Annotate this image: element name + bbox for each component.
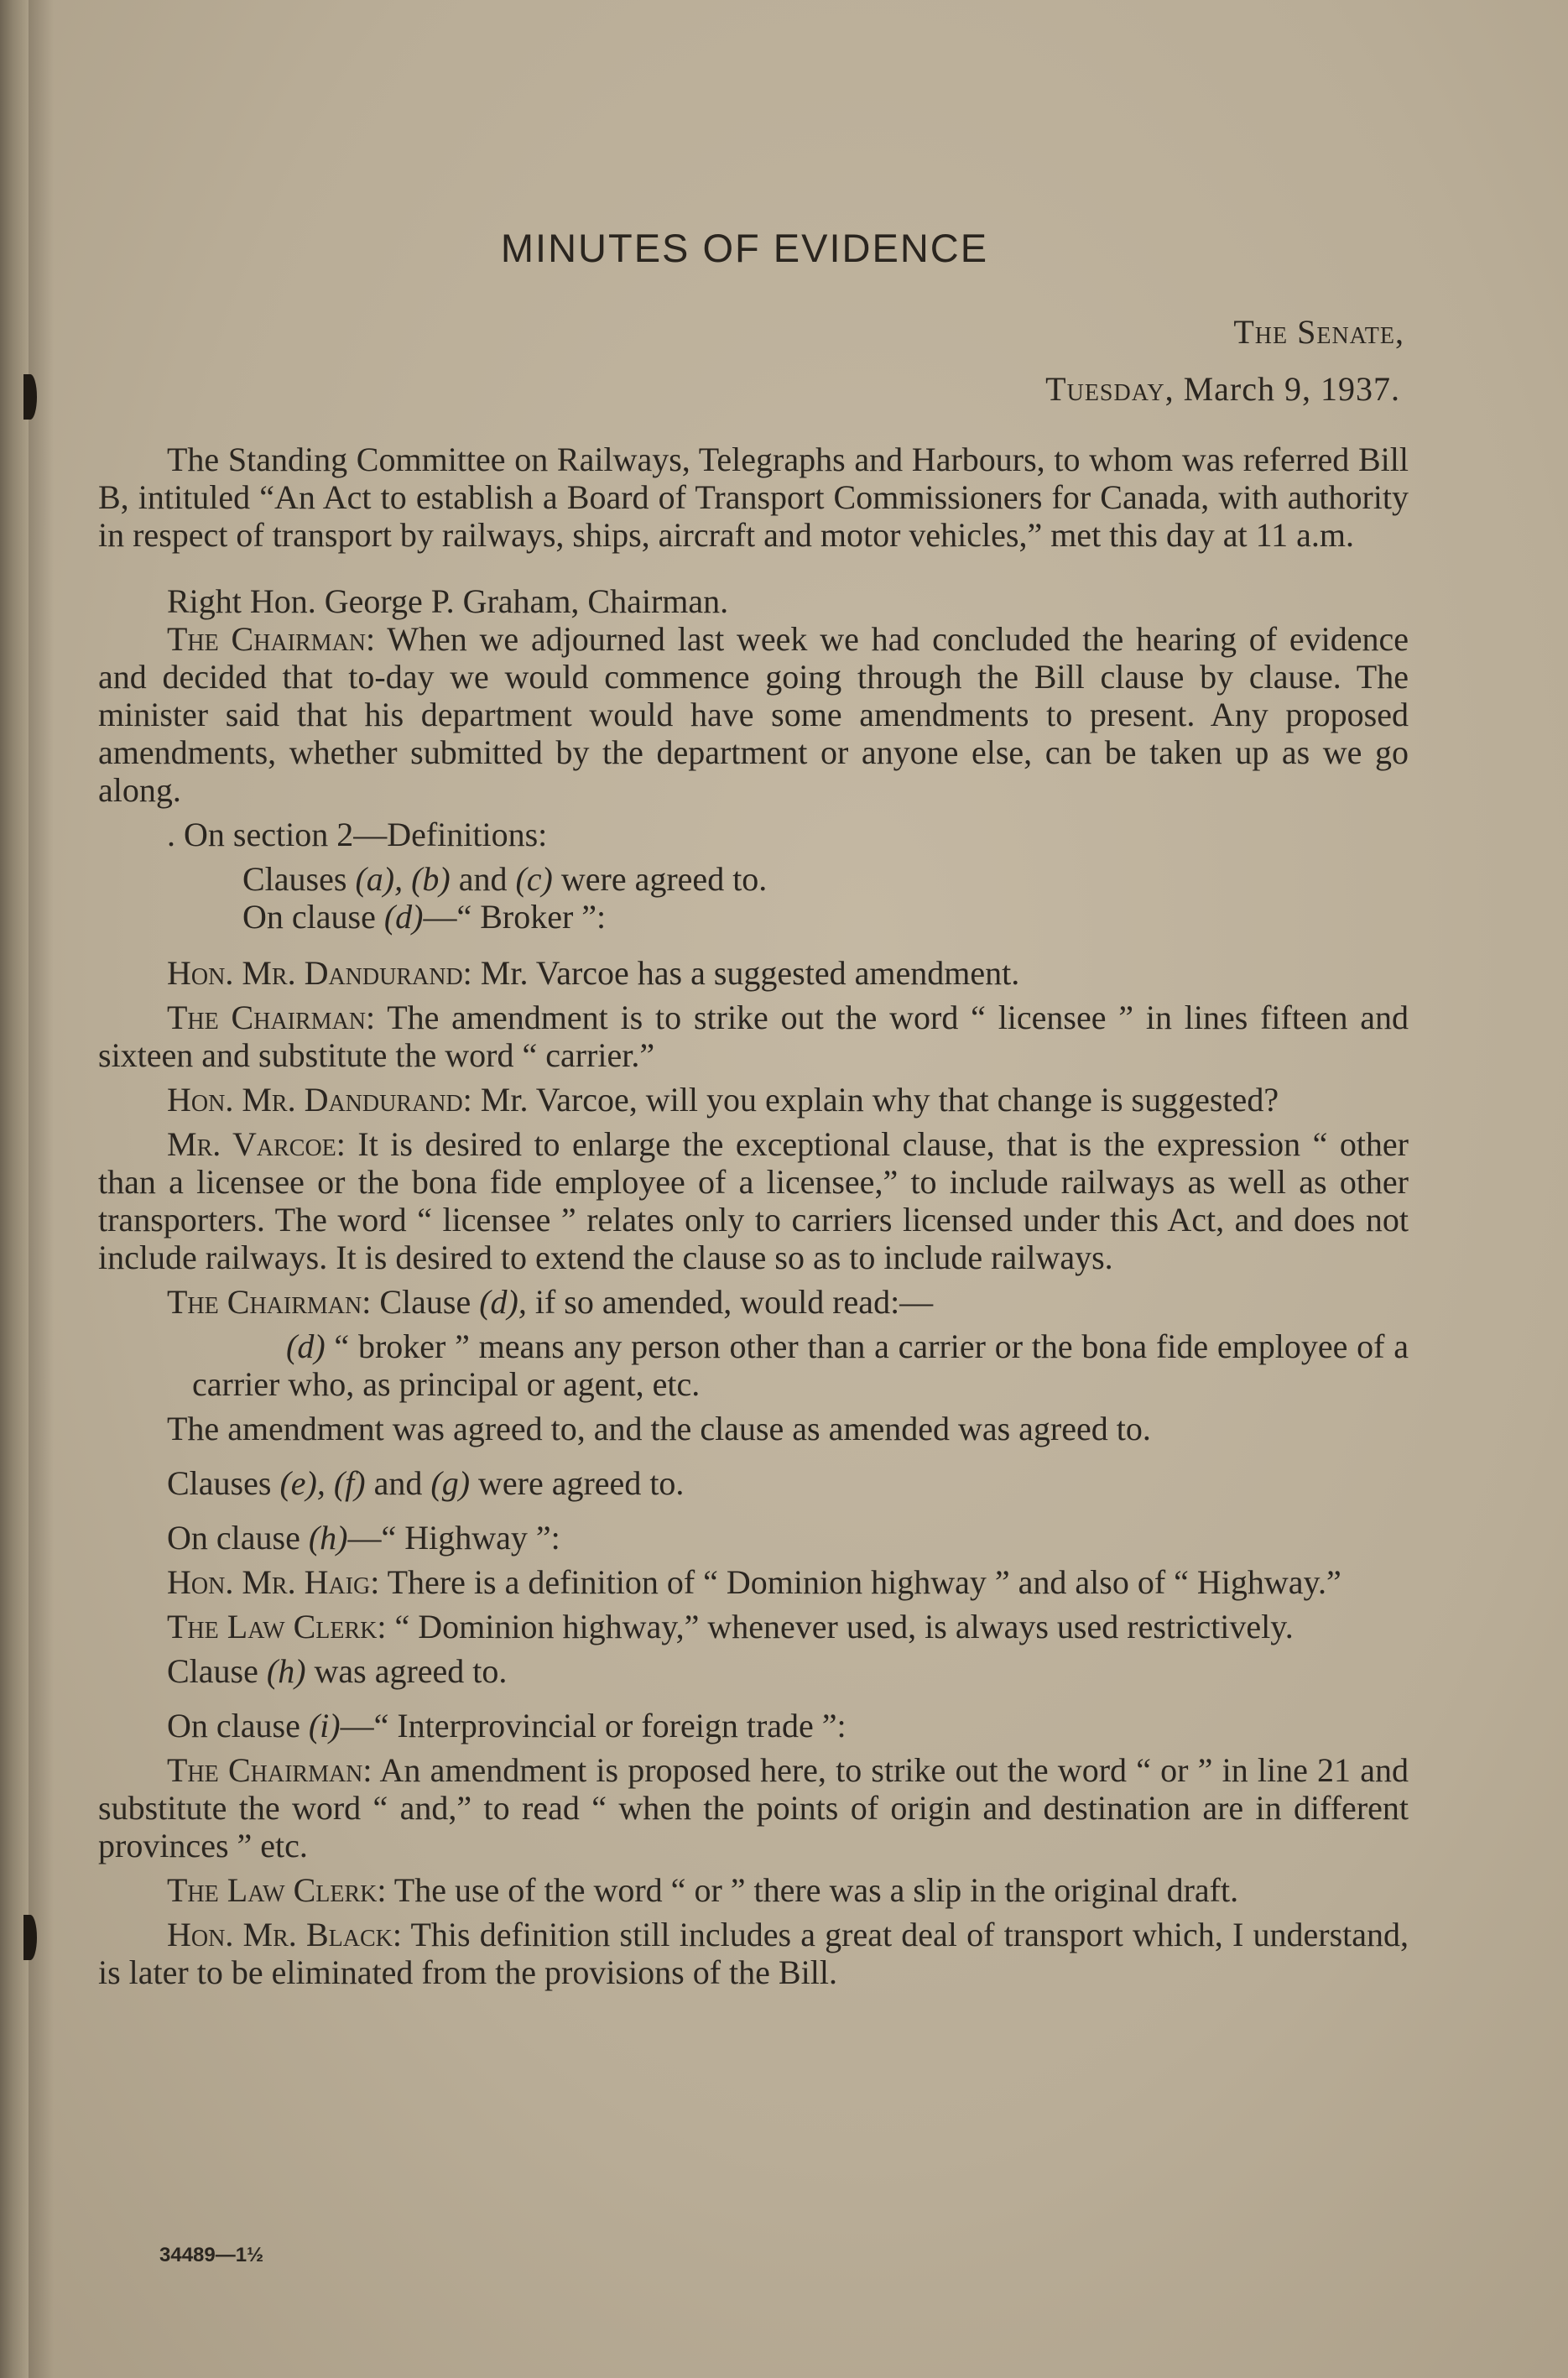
text: and	[458, 860, 508, 898]
clause-h-agreed	[98, 1652, 1409, 1690]
speech-text: There is a definition of “ Dominion highway ” and also of “ Highway.”	[387, 1563, 1341, 1601]
chairman-opening	[98, 620, 1409, 809]
book-gutter	[0, 0, 29, 2378]
speaker-label: Hon. Mr. Haig:	[167, 1563, 380, 1601]
law-clerk-remark-2	[98, 1871, 1409, 1909]
printer-code: 34489—1½	[159, 2244, 264, 2266]
text: —“ Interprovincial or foreign trade ”:	[340, 1707, 847, 1744]
binding-mark-top	[23, 374, 37, 420]
haig-remark	[98, 1563, 1409, 1601]
text: —“ Highway ”:	[347, 1519, 560, 1557]
text: Clauses	[242, 860, 347, 898]
clauses-efg-line	[98, 1464, 1409, 1502]
quoted-definition	[98, 1327, 1409, 1403]
speech-text: It is desired to enlarge the exceptional clause, that is the expression “ other than a licensee or the bona fide employee of a licensee,” to include railways as well as other transporters. The word “ licensee ” relates only to carriers licensed under this Act, and does not include railways. It is desired to extend the clause so as to include railways.	[98, 1125, 1409, 1276]
text: Clause	[167, 1652, 258, 1690]
clause-ref: (e),	[279, 1464, 326, 1502]
clause-i-line	[98, 1707, 1409, 1744]
clause-ref: (d),	[479, 1283, 527, 1321]
text: were agreed to.	[560, 860, 768, 898]
speaker-label: Hon. Mr. Dandurand:	[167, 1081, 472, 1119]
clause-ref: (b)	[411, 860, 451, 898]
date-line	[1045, 369, 1400, 409]
clauses-abc-line	[98, 860, 1409, 898]
text: if so amended, would read:—	[534, 1283, 934, 1321]
clause-ref: (c)	[515, 860, 553, 898]
speaker-label: Hon. Mr. Black:	[167, 1916, 402, 1953]
clause-ref: (h)	[266, 1652, 306, 1690]
speech-text: Mr. Varcoe has a suggested amendment.	[480, 954, 1020, 992]
speaker-label: The Law Clerk:	[167, 1608, 387, 1645]
chairman-line: Right Hon. George P. Graham, Chairman.	[167, 582, 729, 620]
text: On clause	[167, 1519, 300, 1557]
speaker-label: The Chairman:	[167, 620, 376, 658]
speech-text: The amendment is to strike out the word “ licensee ” in lines fifteen and sixteen and substitute the word “ carrier.”	[98, 999, 1409, 1074]
date-rest: March 9, 1937.	[1183, 370, 1400, 408]
clause-ref: (a),	[355, 860, 404, 898]
text: On clause	[167, 1707, 300, 1744]
location-line: The Senate,	[1233, 313, 1404, 351]
clause-d-line	[98, 898, 1409, 936]
black-remark	[98, 1916, 1409, 1991]
speech-text: An amendment is proposed here, to strike out the word “ or ” in line 21 and substitute the word “ and,” to read “ when the points of origin and destination are in different provinces ” etc.	[98, 1751, 1409, 1864]
binding-mark-bottom	[23, 1915, 37, 1960]
text: Clause	[379, 1283, 471, 1321]
speaker-label: Mr. Varcoe:	[167, 1125, 346, 1163]
amendment-agreed: The amendment was agreed to, and the clause as amended was agreed to.	[167, 1410, 1151, 1447]
clause-ref: (i)	[308, 1707, 341, 1744]
speech-text: Mr. Varcoe, will you explain why that change is suggested?	[480, 1081, 1279, 1119]
text: and	[373, 1464, 423, 1502]
clause-ref: (g)	[430, 1464, 471, 1502]
date-day: Tuesday,	[1045, 370, 1175, 408]
speech-text: When we adjourned last week we had concluded the hearing of evidence and decided that to-day we would commence going through the Bill clause by clause. The minister said that his department would have some amendments to present. Any proposed amendments, whether submitted by the department or anyone else, can be taken up as we go along.	[98, 620, 1409, 809]
speech-text: The use of the word “ or ” there was a slip in the original draft.	[393, 1871, 1239, 1909]
text: “ broker ” means any person other than a carrier or the bona fide employee of a carrier who, as principal or agent, etc.	[192, 1327, 1409, 1403]
text: were agreed to.	[478, 1464, 685, 1502]
speaker-label: The Chairman:	[167, 1283, 372, 1321]
speaker-label: Hon. Mr. Dandurand:	[167, 954, 472, 992]
speech-text: “ Dominion highway,” whenever used, is always used restrictively.	[394, 1608, 1294, 1645]
speaker-label: The Chairman:	[167, 999, 376, 1036]
dandurand-remark-2	[98, 1081, 1409, 1119]
clause-ref: (f)	[333, 1464, 366, 1502]
clause-ref: (h)	[308, 1519, 348, 1557]
text: On clause	[242, 898, 376, 936]
varcoe-remark	[98, 1125, 1409, 1276]
text: was agreed to.	[314, 1652, 508, 1690]
dandurand-remark-1	[98, 954, 1409, 992]
clause-h-line	[98, 1519, 1409, 1557]
speaker-label: The Law Clerk:	[167, 1871, 387, 1909]
chairman-remark-3	[98, 1283, 1409, 1321]
intro-paragraph: The Standing Committee on Railways, Telegraphs and Harbours, to whom was referred Bill B, intituled “An Act to establish a Board of Transport Commissioners for Canada, with authority in respect of transport by railways, ships, aircraft and motor vehicles,” met this day at 11 a.m.	[98, 441, 1409, 554]
speech-text: This definition still includes a great deal of transport which, I understand, is later to be eliminated from the provisions of the Bill.	[98, 1916, 1409, 1991]
law-clerk-remark-1	[98, 1608, 1409, 1645]
minutes-body	[98, 441, 1409, 1998]
text: Clauses	[167, 1464, 272, 1502]
clause-ref: (d)	[383, 898, 424, 936]
text: —“ Broker ”:	[423, 898, 607, 936]
section-heading: . On section 2—Definitions:	[167, 816, 548, 853]
speaker-label: The Chairman:	[167, 1751, 372, 1789]
page-title: MINUTES OF EVIDENCE	[500, 226, 989, 270]
clause-ref: (d)	[286, 1327, 326, 1365]
gutter-shadow	[29, 0, 54, 2378]
chairman-remark-2	[98, 999, 1409, 1074]
chairman-remark-4	[98, 1751, 1409, 1864]
